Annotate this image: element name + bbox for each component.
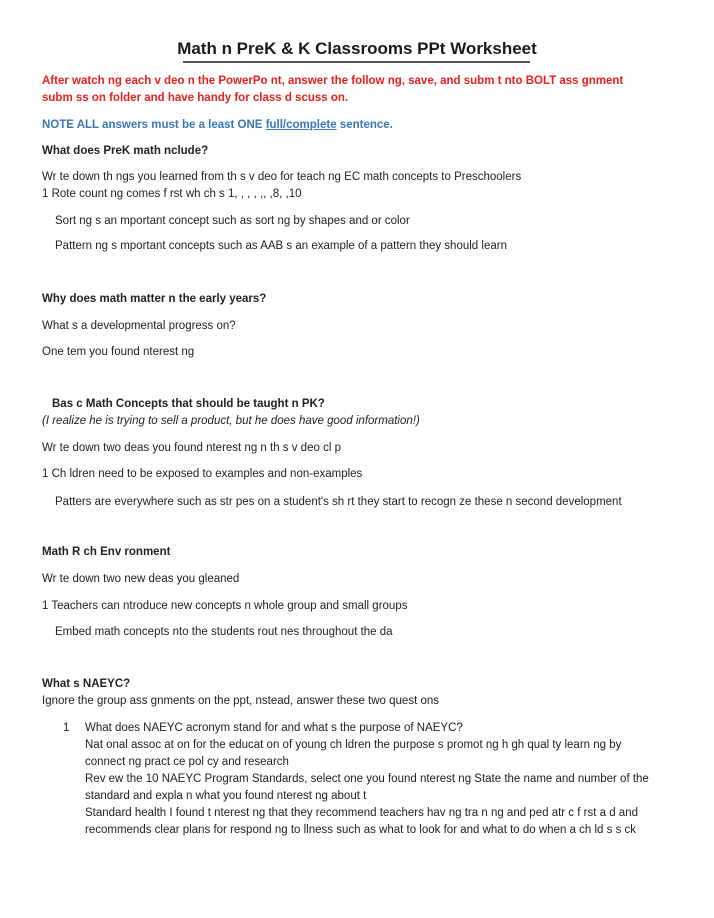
naeyc-answer-2-line-1: Standard health I found t nterest ng that they recommend teachers hav ng tra n ng and ped atr c f rst a d and	[85, 807, 638, 819]
naeyc-instruction: Ignore the group ass gnments on the ppt, nstead, answer these two quest ons	[42, 695, 440, 707]
naeyc-question-2-line-2: standard and expla n what you found nterest ng about t	[85, 790, 367, 802]
note-line	[42, 118, 393, 133]
page-title: Math n PreK & K Classrooms PPt Worksheet	[177, 39, 537, 58]
note-emphasis: full/complete	[265, 119, 337, 131]
note-suffix: sentence.	[336, 119, 393, 131]
heading-basic-concepts: Bas c Math Concepts that should be taught n PK?	[52, 398, 325, 410]
naeyc-question-1: What does NAEYC acronym stand for and what s the purpose of NAEYC?	[85, 722, 463, 734]
why-question-1: What s a developmental progress on?	[42, 320, 236, 332]
env-answer-2: Embed math concepts nto the students rout nes throughout the da	[55, 626, 393, 638]
title-underline	[183, 61, 530, 63]
naeyc-item-number: 1	[63, 722, 70, 734]
prek-answer-2: Sort ng s an mportant concept such as sort ng by shapes and or color	[55, 215, 410, 227]
naeyc-question-2-line-1: Rev ew the 10 NAEYC Program Standards, select one you found nterest ng State the name and number of the	[85, 773, 649, 785]
basic-prompt: Wr te down two deas you found nterest ng n th s v deo cl p	[42, 442, 341, 454]
heading-why-math: Why does math matter n the early years?	[42, 293, 267, 305]
instructions-line-2: subm ss on folder and have handy for class d scuss on.	[42, 92, 349, 104]
instructions-line-1: After watch ng each v deo n the PowerPo nt, answer the follow ng, save, and subm t nto BOLT ass gnment	[42, 75, 624, 87]
env-prompt: Wr te down two new deas you gleaned	[42, 573, 240, 585]
prek-answer-1: 1 Rote count ng comes f rst wh ch s 1, , , , ,, ,8, ,10	[42, 188, 302, 200]
basic-answer-1: 1 Ch ldren need to be exposed to examples and non-examples	[42, 468, 363, 480]
naeyc-answer-2-line-2: recommends clear plans for respond ng to llness such as what to look for and what to do when a ch ld s s ck	[85, 824, 637, 836]
heading-math-environment: Math R ch Env ronment	[42, 546, 171, 558]
prek-answer-3: Pattern ng s mportant concepts such as AAB s an example of a pattern they should learn	[55, 240, 507, 252]
basic-aside: (I realize he is trying to sell a product, but he does have good information!)	[42, 415, 420, 427]
env-answer-1: 1 Teachers can ntroduce new concepts n whole group and small groups	[42, 600, 408, 612]
note-prefix: NOTE ALL answers must be a least ONE	[42, 119, 266, 131]
why-question-2: One tem you found nterest ng	[42, 346, 195, 358]
naeyc-answer-1-line-1: Nat onal assoc at on for the educat on of young ch ldren the purpose s promot ng h gh qual ty learn ng by	[85, 739, 622, 751]
basic-answer-2: Patters are everywhere such as str pes on a student's sh rt they start to recogn ze these n second development	[55, 496, 622, 508]
heading-prek-math: What does PreK math nclude?	[42, 145, 209, 157]
prek-prompt: Wr te down th ngs you learned from th s v deo for teach ng EC math concepts to Preschoolers	[42, 171, 522, 183]
heading-naeyc: What s NAEYC?	[42, 678, 131, 690]
naeyc-answer-1-line-2: connect ng pract ce pol cy and research	[85, 756, 289, 768]
